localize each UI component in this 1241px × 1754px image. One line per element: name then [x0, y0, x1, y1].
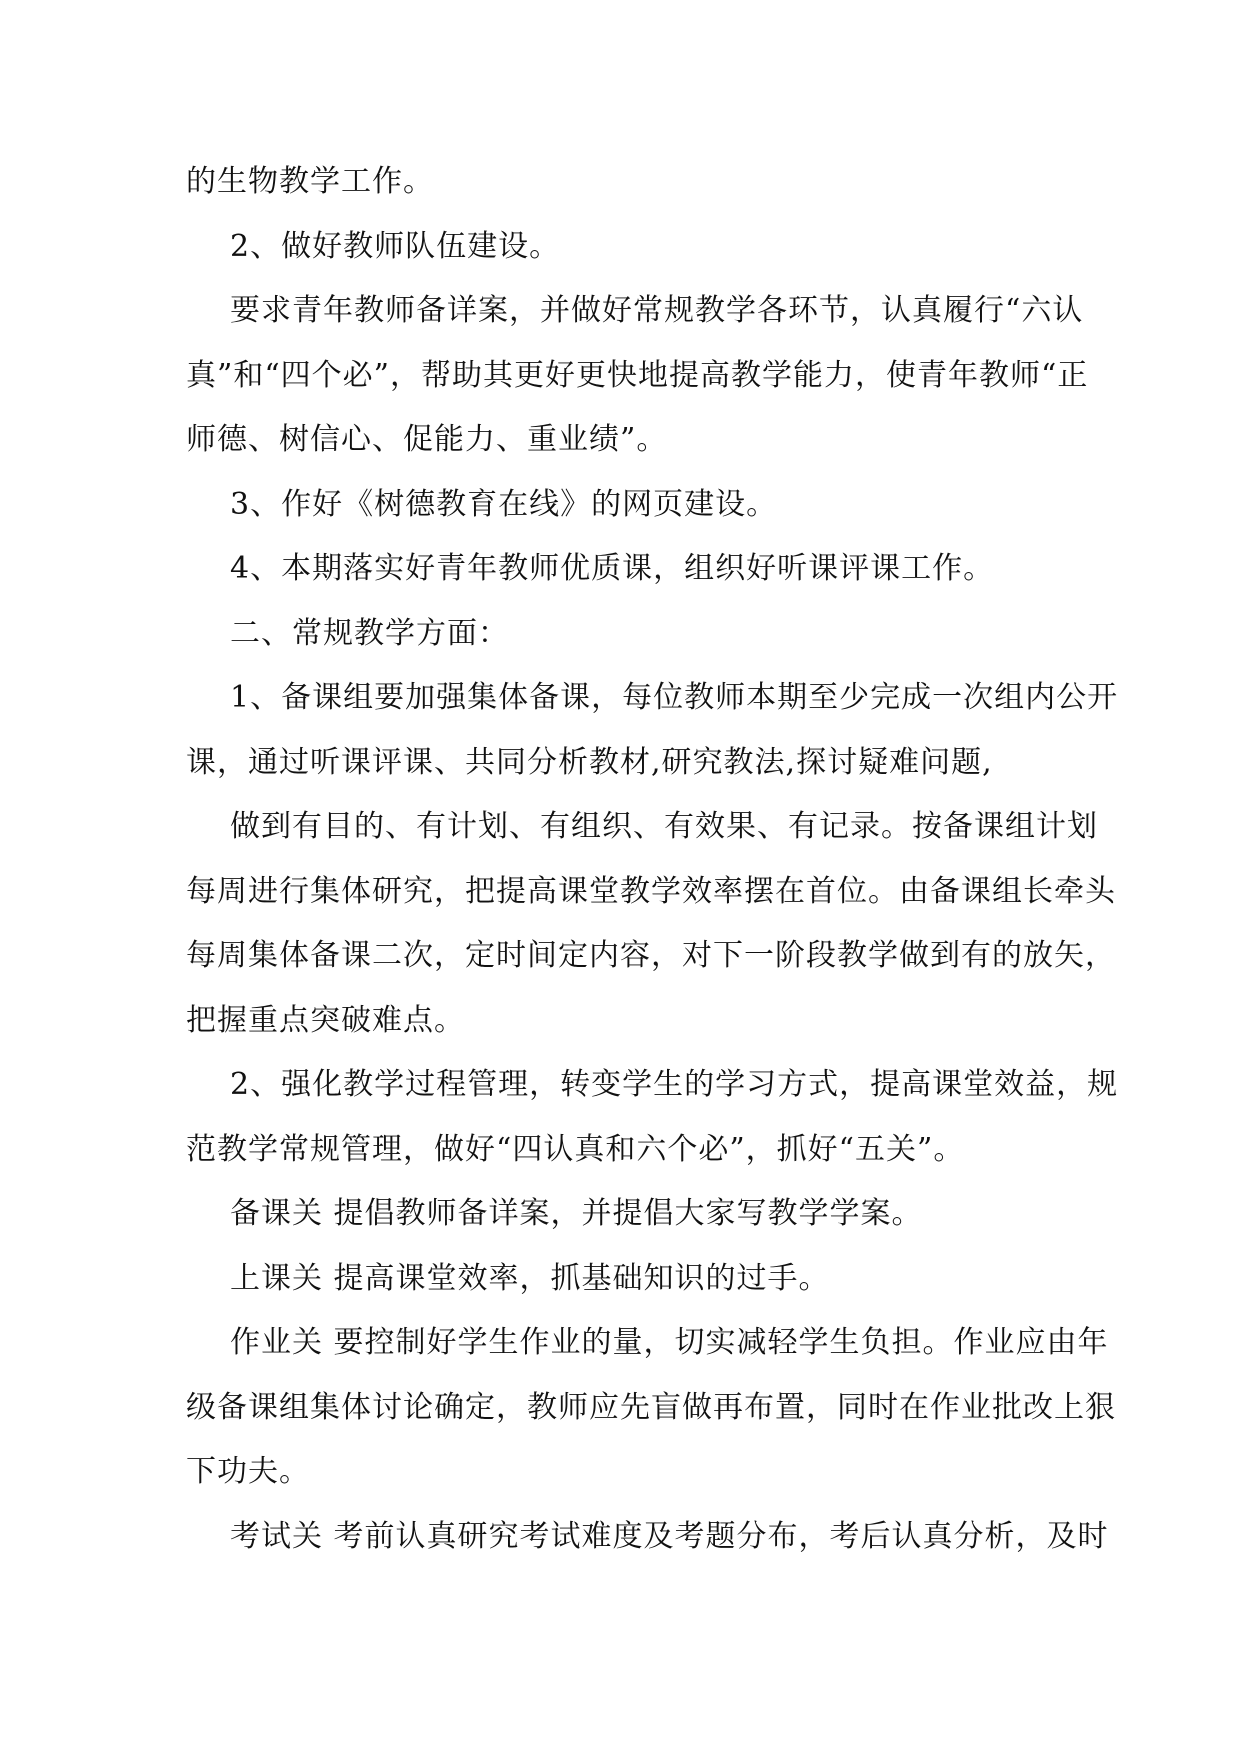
text-line: 每周集体备课二次，定时间定内容，对下一阶段教学做到有的放矢， — [186, 938, 1116, 973]
paragraph — [186, 1053, 1119, 1182]
paragraph — [186, 1311, 1116, 1505]
paragraph — [186, 666, 1119, 795]
text-line: 上课关 提高课堂效率，抓基础知识的过手。 — [230, 1260, 830, 1296]
text-line: 范教学常规管理，做好“四认真和六个必”，抓好“五关”。 — [186, 1131, 965, 1167]
text-line: 2、强化教学过程管理，转变学生的学习方式，提高课堂效益，规 — [230, 1067, 1119, 1102]
paragraph — [186, 1505, 1109, 1570]
text-line: 下功夫。 — [186, 1454, 310, 1489]
paragraph — [186, 215, 1066, 280]
text-line: 课，通过听课评课、共同分析教材,研究教法,探讨疑难问题, — [186, 744, 993, 780]
text-line: 二、常规教学方面： — [230, 615, 509, 651]
text-line: 要求青年教师备详案，并做好常规教学各环节，认真履行“六认 — [230, 293, 1084, 328]
paragraph — [186, 150, 1066, 215]
text-line: 级备课组集体讨论确定，教师应先盲做再布置，同时在作业批改上狠 — [186, 1389, 1116, 1425]
text-line: 真”和“四个必”，帮助其更好更快地提高教学能力，使青年教师“正 — [186, 357, 1089, 393]
paragraph — [186, 473, 1066, 538]
paragraph — [186, 1247, 1066, 1312]
text-line: 1、备课组要加强集体备课，每位教师本期至少完成一次组内公开 — [230, 680, 1119, 715]
paragraph — [186, 1182, 1066, 1247]
text-line: 考试关 考前认真研究考试难度及考题分布，考后认真分析，及时 — [230, 1518, 1109, 1554]
text-line: 每周进行集体研究，把提高课堂教学效率摆在首位。由备课组长牵头 — [186, 873, 1116, 909]
paragraph — [186, 279, 1089, 473]
text-line: 作业关 要控制好学生作业的量，切实减轻学生负担。作业应由年 — [230, 1325, 1109, 1360]
text-line: 备课关 提倡教师备详案，并提倡大家写教学学案。 — [230, 1196, 923, 1231]
text-line: 2、做好教师队伍建设。 — [230, 228, 561, 264]
paragraph — [186, 602, 1066, 667]
document-body — [186, 150, 1119, 1569]
paragraph — [186, 537, 1066, 602]
text-line: 把握重点突破难点。 — [186, 1002, 465, 1038]
text-line: 3、作好《树德教育在线》的网页建设。 — [230, 486, 778, 522]
text-line: 4、本期落实好青年教师优质课，组织好听课评课工作。 — [230, 551, 995, 586]
text-line: 做到有目的、有计划、有组织、有效果、有记录。按备课组计划 — [230, 809, 1098, 844]
text-line: 师德、树信心、促能力、重业绩”。 — [186, 422, 668, 457]
text-line: 的生物教学工作。 — [186, 164, 434, 199]
paragraph — [186, 795, 1116, 1053]
